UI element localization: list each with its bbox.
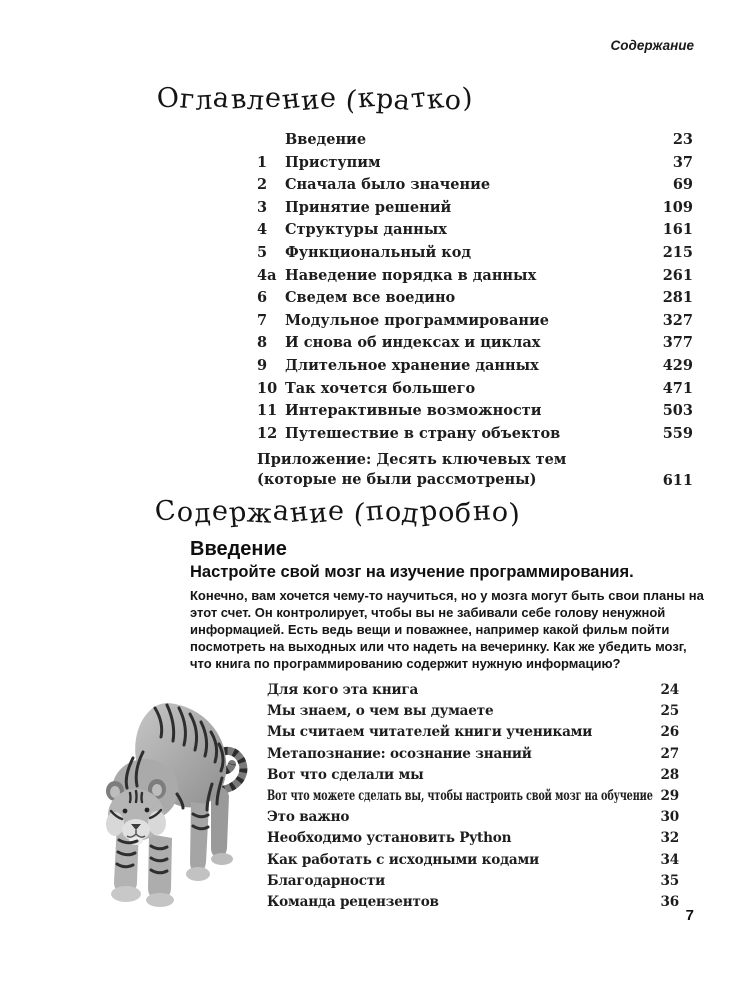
chapter-number: 11 <box>257 402 278 420</box>
chapter-title: Введение <box>285 131 367 148</box>
toc-row <box>267 682 679 703</box>
topic-page-number: 27 <box>660 745 679 762</box>
toc-row <box>257 425 693 448</box>
toc-row <box>267 767 679 788</box>
chapter-title: Наведение порядка в данных <box>285 266 537 284</box>
section-subheading: Настройте свой мозг на изучение программирования. <box>190 563 634 581</box>
topic-title: Для кого эта книга <box>267 682 419 698</box>
toc-row <box>267 788 679 809</box>
topic-title: Вот что сделали мы <box>267 766 424 783</box>
topic-page-number: 25 <box>660 703 679 720</box>
toc-row <box>267 873 679 894</box>
toc-row <box>257 199 693 222</box>
toc-row <box>257 357 693 380</box>
topic-page-number: 32 <box>660 830 679 847</box>
footer-page-number: 7 <box>685 907 694 924</box>
chapter-title: Сведем все воедино <box>285 289 456 307</box>
topic-title: Мы считаем читателей книги учениками <box>267 724 593 741</box>
chapter-page-number: 471 <box>662 379 693 397</box>
topic-page-number: 26 <box>660 724 679 741</box>
toc-row <box>267 724 679 745</box>
toc-row <box>267 852 679 873</box>
chapter-title: Так хочется большего <box>285 379 476 397</box>
chapter-page-number: 327 <box>662 311 693 329</box>
intro-paragraph: Конечно, вам хочется чему-то научиться, но у мозга могут быть свои планы на этот счет. Он контролирует, чтобы вы не забивали себе голову ненужной информацией. Есть ведь вещи и поважнее, например какой фильм пойти посмотреть на выходных или что надеть на вечеринку. Как же убедить мозг, что книга по программированию содержит нужную информацию? <box>190 588 704 671</box>
appendix-title-line2: (которые не были рассмотрены) <box>257 470 537 488</box>
chapter-number: 3 <box>257 198 268 216</box>
topic-title: Мы знаем, о чем вы думаете <box>267 703 494 720</box>
detailed-toc-title: Содержание (подробно) <box>153 494 522 531</box>
chapter-title: Приступим <box>285 153 381 171</box>
chapter-number: 7 <box>257 311 268 329</box>
topic-title: Как работать с исходными кодами <box>267 851 540 868</box>
chapter-title: Сначала было значение <box>285 176 491 194</box>
chapter-number: 9 <box>257 356 268 374</box>
toc-row <box>257 334 693 357</box>
topic-title: Благодарности <box>267 872 385 889</box>
topic-page-number: 29 <box>660 787 679 804</box>
toc-row <box>257 312 693 335</box>
topic-page-number: 28 <box>660 766 679 783</box>
toc-row <box>257 176 693 199</box>
detailed-toc <box>267 682 679 915</box>
toc-row <box>257 131 693 154</box>
brief-toc-title: Оглавление (кратко) <box>155 81 475 118</box>
introduction-section <box>190 538 704 672</box>
chapter-title: Структуры данных <box>285 221 447 239</box>
toc-row <box>257 289 693 312</box>
topic-title: Это важно <box>267 809 350 826</box>
topic-title: Вот что можете сделать вы, чтобы настроить свой мозг на обучение <box>267 787 653 804</box>
topic-page-number: 24 <box>660 682 679 698</box>
topic-title: Необходимо установить Python <box>267 830 512 847</box>
chapter-number: 1 <box>257 153 268 171</box>
appendix-title-line1: Приложение: Десять ключевых тем <box>257 451 567 469</box>
chapter-title: И снова об индексах и циклах <box>285 334 541 352</box>
chapter-page-number: 429 <box>662 356 693 374</box>
toc-row <box>267 809 679 830</box>
appendix-page-number: 611 <box>662 472 693 490</box>
chapter-number: 4 <box>257 221 268 239</box>
toc-row <box>267 703 679 724</box>
chapter-title: Функциональный код <box>285 243 472 261</box>
topic-page-number: 34 <box>660 851 679 868</box>
toc-row <box>257 154 693 177</box>
toc-row <box>267 894 679 915</box>
toc-row <box>257 380 693 403</box>
tiger-image <box>73 694 268 907</box>
topic-page-number: 30 <box>660 809 679 826</box>
chapter-page-number: 215 <box>662 243 693 261</box>
chapter-number: 10 <box>257 379 278 397</box>
chapter-page-number: 69 <box>672 176 693 194</box>
chapter-title: Принятие решений <box>285 198 452 216</box>
chapter-number: 8 <box>257 334 268 352</box>
chapter-title: Путешествие в страну объектов <box>285 424 561 442</box>
chapter-number: 5 <box>257 243 268 261</box>
toc-row <box>257 244 693 267</box>
chapter-page-number: 377 <box>662 334 693 352</box>
chapter-page-number: 503 <box>662 402 693 420</box>
appendix-entry <box>257 450 693 489</box>
chapter-page-number: 37 <box>672 153 693 171</box>
chapter-page-number: 161 <box>662 221 693 239</box>
chapter-page-number: 559 <box>662 424 693 442</box>
topic-page-number: 35 <box>660 872 679 889</box>
chapter-number: 12 <box>257 424 278 442</box>
chapter-number: 6 <box>257 289 268 307</box>
chapter-page-number: 281 <box>662 289 693 307</box>
toc-row <box>267 830 679 851</box>
chapter-number: 4a <box>257 266 277 284</box>
running-header: Содержание <box>610 38 694 53</box>
toc-row <box>267 746 679 767</box>
chapter-page-number: 261 <box>662 266 693 284</box>
topic-page-number: 36 <box>660 893 679 910</box>
chapter-number: 2 <box>257 176 268 194</box>
toc-row <box>257 402 693 425</box>
toc-row <box>257 221 693 244</box>
brief-toc <box>257 131 693 489</box>
chapter-page-number: 109 <box>662 198 693 216</box>
chapter-title: Модульное программирование <box>285 311 549 329</box>
chapter-title: Длительное хранение данных <box>285 356 539 374</box>
chapter-page-number: 23 <box>672 131 693 148</box>
topic-title: Метапознание: осознание знаний <box>267 745 532 762</box>
chapter-title: Интерактивные возможности <box>285 402 542 420</box>
section-heading: Введение <box>190 538 287 560</box>
toc-row <box>257 267 693 290</box>
topic-title: Команда рецензентов <box>267 893 439 910</box>
